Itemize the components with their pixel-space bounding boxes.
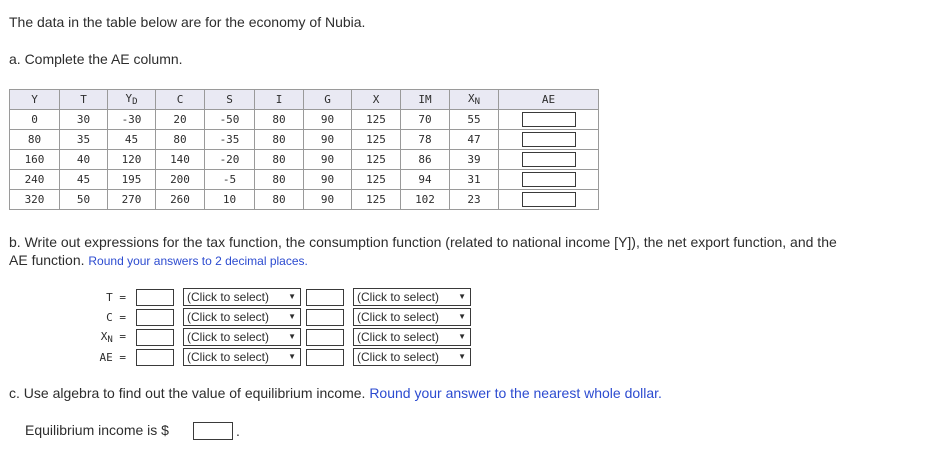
cell: 200 (156, 170, 205, 190)
table-row (10, 190, 599, 210)
cell: 80 (255, 170, 304, 190)
cell: 31 (450, 170, 499, 190)
tax-sign-select[interactable]: (Click to select) ▼ (183, 288, 301, 306)
cell: 80 (255, 190, 304, 210)
table-row (10, 130, 599, 150)
dropdown-arrow-icon: ▼ (458, 332, 466, 341)
cell: 125 (352, 110, 401, 130)
ae-cell (499, 170, 599, 190)
cell: 80 (255, 130, 304, 150)
equilibrium-label: Equilibrium income is $ (25, 422, 169, 438)
cell: -30 (108, 110, 156, 130)
cell: 90 (304, 190, 352, 210)
cell: 320 (10, 190, 60, 210)
header-g: G (304, 90, 352, 110)
cell: 45 (60, 170, 108, 190)
cell: 23 (450, 190, 499, 210)
table-row (10, 170, 599, 190)
cell: 39 (450, 150, 499, 170)
part-c-text: c. Use algebra to find out the value of equilibrium income. (9, 385, 366, 401)
equilibrium-income-input[interactable] (193, 422, 233, 440)
cell: -35 (205, 130, 255, 150)
cell: 80 (156, 130, 205, 150)
part-a-text: a. Complete the AE column. (9, 51, 183, 67)
dropdown-arrow-icon: ▼ (458, 352, 466, 361)
cell: 260 (156, 190, 205, 210)
cell: 80 (10, 130, 60, 150)
dropdown-arrow-icon: ▼ (288, 312, 296, 321)
net-export-label: $X_N$ = (100, 330, 126, 345)
ae-cell (499, 130, 599, 150)
cell: 86 (401, 150, 450, 170)
part-b-line1: b. Write out expressions for the tax function, the consumption function (related to national income [Y]), the net export function, and the (9, 234, 837, 250)
header-ae: AE (499, 90, 599, 110)
net-export-slope-input[interactable] (306, 329, 344, 346)
cell: 40 (60, 150, 108, 170)
cell: 47 (450, 130, 499, 150)
dropdown-arrow-icon: ▼ (288, 352, 296, 361)
header-i: I (255, 90, 304, 110)
ae-cell (499, 110, 599, 130)
part-c-hint: Round your answer to the nearest whole dollar. (369, 385, 662, 401)
cell: 0 (10, 110, 60, 130)
net-export-intercept-input[interactable] (136, 329, 174, 346)
header-s: S (205, 90, 255, 110)
part-b-line2 (9, 252, 308, 268)
cell: 90 (304, 170, 352, 190)
intro-text: The data in the table below are for the economy of Nubia. (9, 14, 366, 30)
table-row (10, 110, 599, 130)
cell: 125 (352, 130, 401, 150)
ae-variable-select[interactable]: (Click to select) ▼ (353, 348, 471, 366)
header-t: T (60, 90, 108, 110)
cell: 35 (60, 130, 108, 150)
part-b-line2-text: AE function. (9, 252, 85, 268)
ae-sign-select[interactable]: (Click to select) ▼ (183, 348, 301, 366)
cell: 102 (401, 190, 450, 210)
dropdown-arrow-icon: ▼ (458, 292, 466, 301)
cell: 240 (10, 170, 60, 190)
net-export-variable-select[interactable]: (Click to select) ▼ (353, 328, 471, 346)
tax-label: T = (106, 291, 126, 304)
cell: 270 (108, 190, 156, 210)
cell: 20 (156, 110, 205, 130)
equilibrium-suffix: . (236, 423, 240, 439)
ae-input-row-2[interactable] (522, 132, 576, 147)
part-c-line (9, 385, 662, 401)
consumption-intercept-input[interactable] (136, 309, 174, 326)
cell: -5 (205, 170, 255, 190)
cell: 50 (60, 190, 108, 210)
tax-slope-input[interactable] (306, 289, 344, 306)
ae-cell (499, 150, 599, 170)
dropdown-arrow-icon: ▼ (288, 332, 296, 341)
cell: 125 (352, 190, 401, 210)
header-xn: $X_N$ (450, 90, 499, 110)
ae-cell (499, 190, 599, 210)
cell: 80 (255, 110, 304, 130)
cell: 195 (108, 170, 156, 190)
table-row (10, 150, 599, 170)
tax-variable-select[interactable]: (Click to select) ▼ (353, 288, 471, 306)
tax-intercept-input[interactable] (136, 289, 174, 306)
header-im: IM (401, 90, 450, 110)
cell: 90 (304, 130, 352, 150)
cell: 78 (401, 130, 450, 150)
table-header-row (10, 90, 599, 110)
ae-label: AE = (99, 351, 126, 364)
ae-input-row-1[interactable] (522, 112, 576, 127)
cell: -20 (205, 150, 255, 170)
cell: 80 (255, 150, 304, 170)
cell: 160 (10, 150, 60, 170)
consumption-slope-input[interactable] (306, 309, 344, 326)
ae-input-row-5[interactable] (522, 192, 576, 207)
ae-input-row-3[interactable] (522, 152, 576, 167)
ae-intercept-input[interactable] (136, 349, 174, 366)
ae-input-row-4[interactable] (522, 172, 576, 187)
cell: 94 (401, 170, 450, 190)
net-export-sign-select[interactable]: (Click to select) ▼ (183, 328, 301, 346)
cell: 140 (156, 150, 205, 170)
cell: 125 (352, 170, 401, 190)
cell: 90 (304, 110, 352, 130)
ae-slope-input[interactable] (306, 349, 344, 366)
dropdown-arrow-icon: ▼ (458, 312, 466, 321)
cell: 90 (304, 150, 352, 170)
consumption-label: C = (106, 311, 126, 324)
cell: 125 (352, 150, 401, 170)
consumption-sign-select[interactable]: (Click to select) ▼ (183, 308, 301, 326)
header-c: C (156, 90, 205, 110)
cell: 45 (108, 130, 156, 150)
cell: 70 (401, 110, 450, 130)
cell: -50 (205, 110, 255, 130)
cell: 55 (450, 110, 499, 130)
header-yd: $Y_D$ (108, 90, 156, 110)
cell: 30 (60, 110, 108, 130)
header-y: Y (10, 90, 60, 110)
cell: 10 (205, 190, 255, 210)
economy-table (9, 89, 599, 210)
part-b-hint: Round your answers to 2 decimal places. (88, 254, 308, 268)
cell: 120 (108, 150, 156, 170)
header-x: X (352, 90, 401, 110)
consumption-variable-select[interactable]: (Click to select) ▼ (353, 308, 471, 326)
dropdown-arrow-icon: ▼ (288, 292, 296, 301)
